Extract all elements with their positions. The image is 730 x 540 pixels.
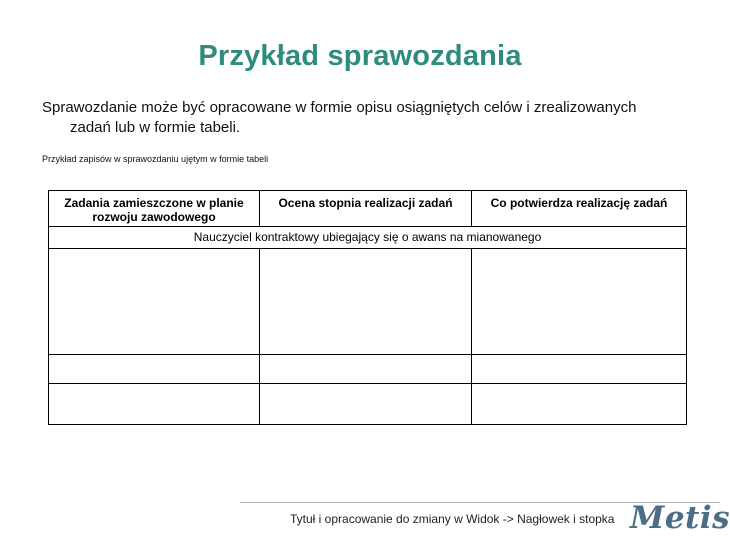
header-assessment: Ocena stopnia realizacji zadań xyxy=(260,191,472,227)
table-cell xyxy=(49,384,260,425)
table-cell xyxy=(49,355,260,384)
table-header-row xyxy=(49,191,687,227)
table-cell xyxy=(472,249,687,355)
table-cell xyxy=(472,355,687,384)
teacher-category-cell: Nauczyciel kontraktowy ubiegający się o awans na mianowanego xyxy=(49,227,687,249)
report-table xyxy=(48,190,687,425)
table-row xyxy=(49,355,687,384)
intro-line-2: zadań lub w formie tabeli. xyxy=(70,119,241,136)
header-confirmation: Co potwierdza realizację zadań xyxy=(472,191,687,227)
table-caption: Przykład zapisów w sprawozdaniu ujętym w formie tabeli xyxy=(42,154,269,164)
table-cell xyxy=(260,249,472,355)
table-row xyxy=(49,384,687,425)
metis-logo: Metis xyxy=(630,500,730,536)
table-cell xyxy=(472,384,687,425)
intro-paragraph xyxy=(42,98,692,138)
footer-text: Tytuł i opracowanie do zmiany w Widok -> Nagłowek i stopka xyxy=(290,512,615,526)
table-cell xyxy=(49,249,260,355)
table-row xyxy=(49,249,687,355)
table-cell xyxy=(260,384,472,425)
intro-line-1: Sprawozdanie może być opracowane w formie opisu osiągniętych celów i zrealizowanych xyxy=(42,99,637,116)
table-span-row xyxy=(49,227,687,249)
header-tasks: Zadania zamieszczone w planie rozwoju zawodowego xyxy=(49,191,260,227)
page-title: Przykład sprawozdania xyxy=(198,40,522,72)
table-cell xyxy=(260,355,472,384)
